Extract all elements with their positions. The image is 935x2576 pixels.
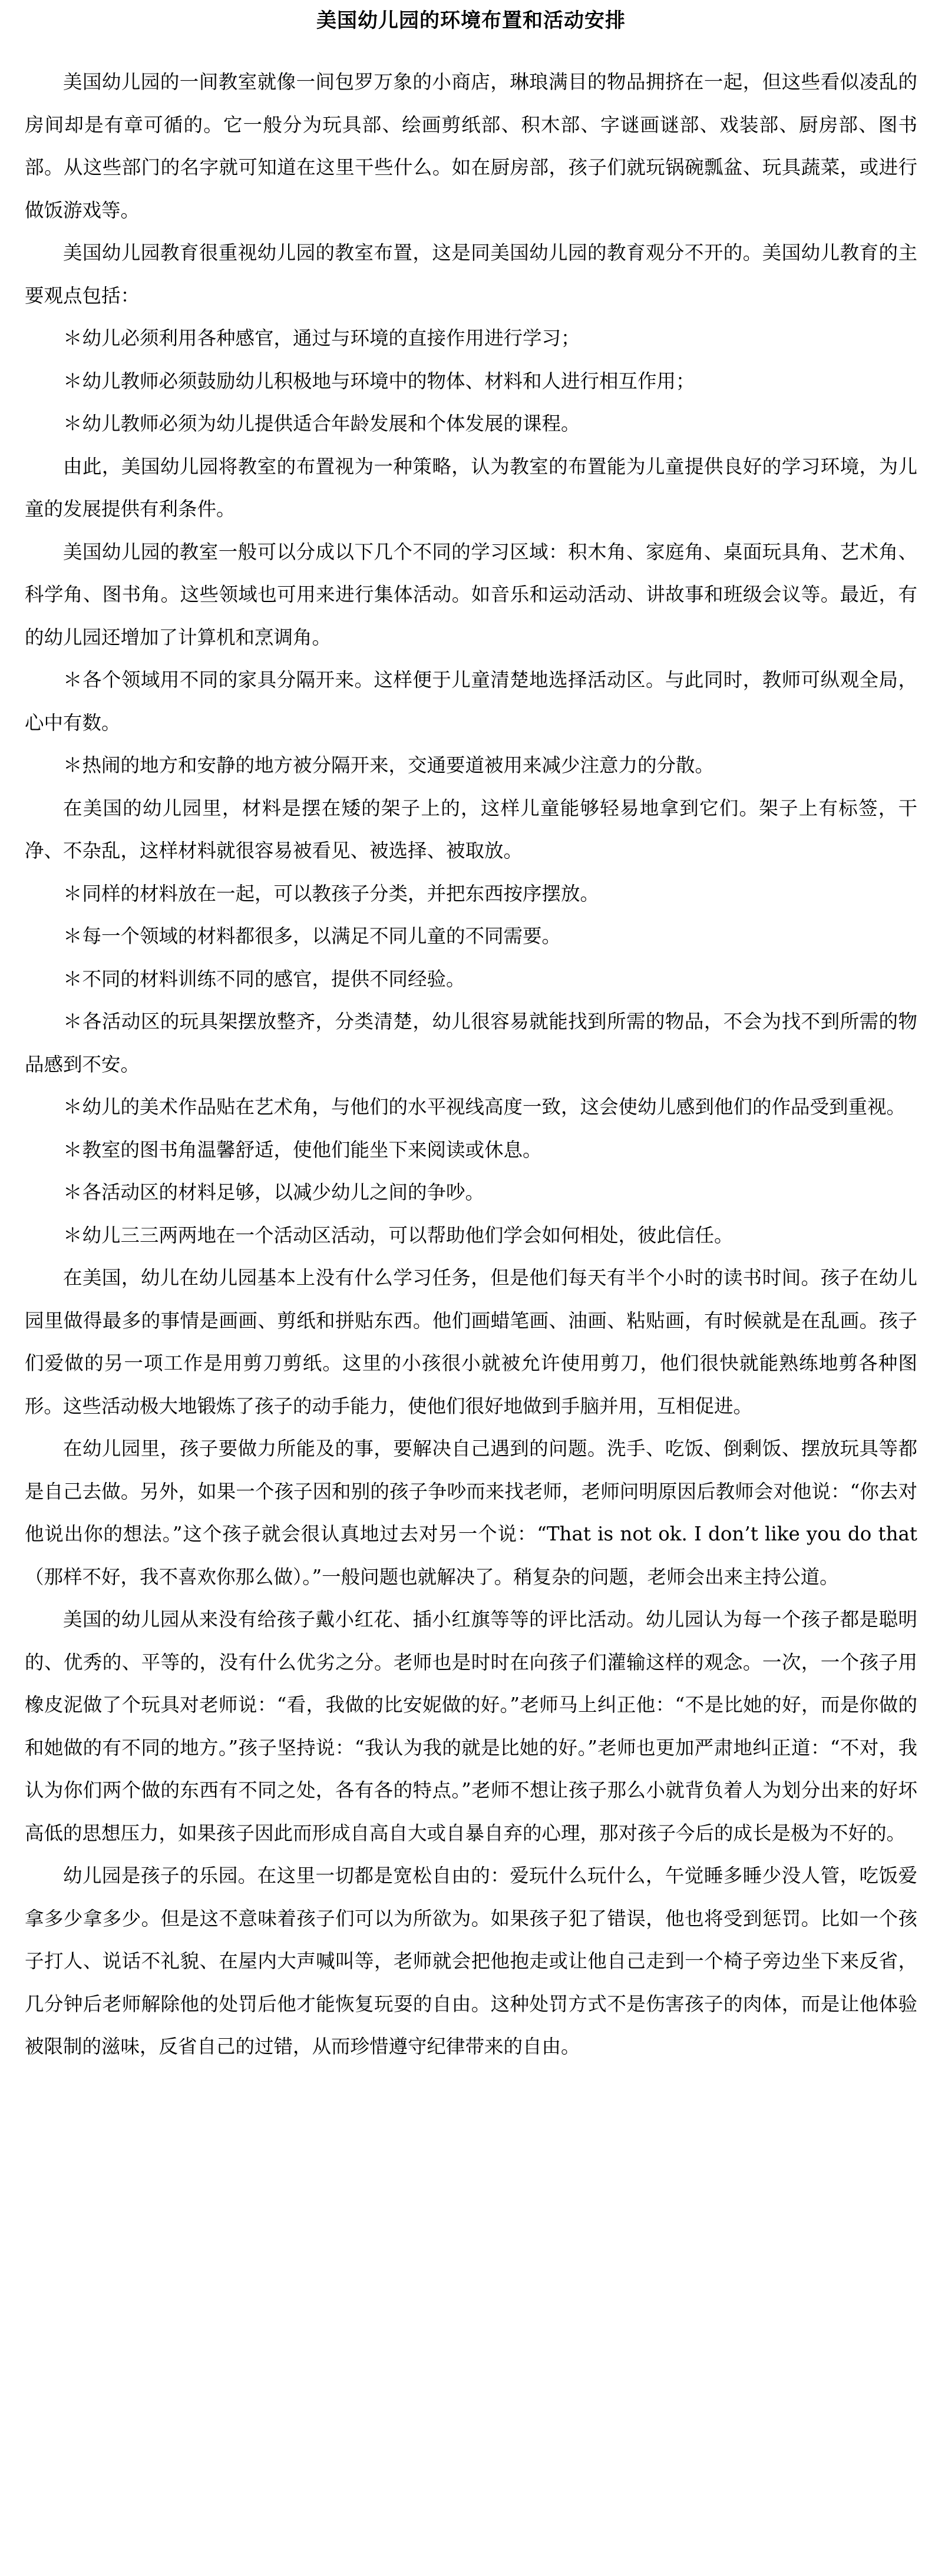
bullet-item: ＊各活动区的材料足够，以减少幼儿之间的争吵。 <box>63 1181 485 1203</box>
bullet-item: ＊同样的材料放在一起，可以教孩子分类，并把东西按序摆放。 <box>63 882 600 905</box>
paragraph: 美国幼儿园的教室一般可以分成以下几个不同的学习区域：积木角、家庭角、桌面玩具角、艺术角、科学角、图书角。这些领域也可用来进行集体活动。如音乐和运动活动、讲故事和班级会议等。最近，有的幼儿园还增加了计算机和烹调角。 <box>25 540 917 649</box>
bullet-item: ＊各活动区的玩具架摆放整齐，分类清楚，幼儿很容易就能找到所需的物品，不会为找不到所需的物品感到不安。 <box>25 1010 917 1076</box>
document-title: 美国幼儿园的环境布置和活动安排 <box>316 9 626 32</box>
paragraph: 在幼儿园里，孩子要做力所能及的事，要解决自己遇到的问题。洗手、吃饭、倒剩饭、摆放玩具等都是自己去做。另外，如果一个孩子因和别的孩子争吵而来找老师，老师问明原因后教师会对他说：“你去对他说出你的想法。”这个孩子就会很认真地过去对另一个说：“That is not ok. I don’t like you do that（那样不好，我不喜欢你那么做）。”一般问题也就解决了。稍复杂的问题，老师会出来主持公道。 <box>25 1437 917 1588</box>
document-body <box>25 61 917 2068</box>
bullet-item: ＊各个领域用不同的家具分隔开来。这样便于儿童清楚地选择活动区。与此同时，教师可纵观全局，心中有数。 <box>25 669 917 734</box>
paragraph: 由此，美国幼儿园将教室的布置视为一种策略，认为教室的布置能为儿童提供良好的学习环境，为儿童的发展提供有利条件。 <box>25 455 917 520</box>
paragraph: 在美国的幼儿园里，材料是摆在矮的架子上的，这样儿童能够轻易地拿到它们。架子上有标签，干净、不杂乱，这样材料就很容易被看见、被选择、被取放。 <box>25 796 917 862</box>
paragraph: 美国的幼儿园从来没有给孩子戴小红花、插小红旗等等的评比活动。幼儿园认为每一个孩子都是聪明的、优秀的、平等的，没有什么优劣之分。老师也是时时在向孩子们灌输这样的观念。一次，一个孩子用橡皮泥做了个玩具对老师说：“看，我做的比安妮做的好。”老师马上纠正他：“不是比她的好，而是你做的和她做的有不同的地方。”孩子坚持说：“我认为我的就是比她的好。”老师也更加严肃地纠正道：“不对，我认为你们两个做的东西有不同之处，各有各的特点。”老师不想让孩子那么小就背负着人为划分出来的好坏高低的思想压力，如果孩子因此而形成自高自大或自暴自弃的心理，那对孩子今后的成长是极为不好的。 <box>25 1608 917 1844</box>
bullet-item: ＊幼儿的美术作品贴在艺术角，与他们的水平视线高度一致，这会使幼儿感到他们的作品受到重视。 <box>63 1096 906 1118</box>
bullet-item: ＊幼儿教师必须鼓励幼儿积极地与环境中的物体、材料和人进行相互作用； <box>63 369 695 392</box>
document-page <box>25 0 917 2068</box>
bullet-item: ＊幼儿三三两两地在一个活动区活动，可以帮助他们学会如何相处，彼此信任。 <box>63 1223 734 1246</box>
bullet-item: ＊幼儿教师必须为幼儿提供适合年龄发展和个体发展的课程。 <box>63 412 580 435</box>
bullet-item: ＊每一个领域的材料都很多，以满足不同儿童的不同需要。 <box>63 925 561 947</box>
paragraph: 在美国，幼儿在幼儿园基本上没有什么学习任务，但是他们每天有半个小时的读书时间。孩子在幼儿园里做得最多的事情是画画、剪纸和拼贴东西。他们画蜡笔画、油画、粘贴画，有时候就是在乱画。孩子们爱做的另一项工作是用剪刀剪纸。这里的小孩很小就被允许使用剪刀，他们很快就能熟练地剪各种图形。这些活动极大地锻炼了孩子的动手能力，使他们很好地做到手脑并用，互相促进。 <box>25 1266 917 1417</box>
paragraph: 美国幼儿园教育很重视幼儿园的教室布置，这是同美国幼儿园的教育观分不开的。美国幼儿教育的主要观点包括： <box>25 242 917 307</box>
bullet-item: ＊教室的图书角温馨舒适，使他们能坐下来阅读或休息。 <box>63 1138 542 1161</box>
bullet-item: ＊幼儿必须利用各种感官，通过与环境的直接作用进行学习； <box>63 327 580 349</box>
bullet-item: ＊热闹的地方和安静的地方被分隔开来，交通要道被用来减少注意力的分散。 <box>63 754 715 776</box>
paragraph: 幼儿园是孩子的乐园。在这里一切都是宽松自由的：爱玩什么玩什么，午觉睡多睡少没人管，吃饭爱拿多少拿多少。但是这不意味着孩子们可以为所欲为。如果孩子犯了错误，他也将受到惩罚。比如一个孩子打人、说话不礼貌、在屋内大声喊叫等，老师就会把他抱走或让他自己走到一个椅子旁边坐下来反省，几分钟后老师解除他的处罚后他才能恢复玩耍的自由。这种处罚方式不是伤害孩子的肉体，而是让他体验被限制的滋味，反省自己的过错，从而珍惜遵守纪律带来的自由。 <box>25 1864 917 2058</box>
paragraph: 美国幼儿园的一间教室就像一间包罗万象的小商店，琳琅满目的物品拥挤在一起，但这些看似凌乱的房间却是有章可循的。它一般分为玩具部、绘画剪纸部、积木部、字谜画谜部、戏装部、厨房部、图书部。从这些部门的名字就可知道在这里干些什么。如在厨房部，孩子们就玩锅碗瓢盆、玩具蔬菜，或进行做饭游戏等。 <box>25 71 917 221</box>
bullet-item: ＊不同的材料训练不同的感官，提供不同经验。 <box>63 967 465 990</box>
